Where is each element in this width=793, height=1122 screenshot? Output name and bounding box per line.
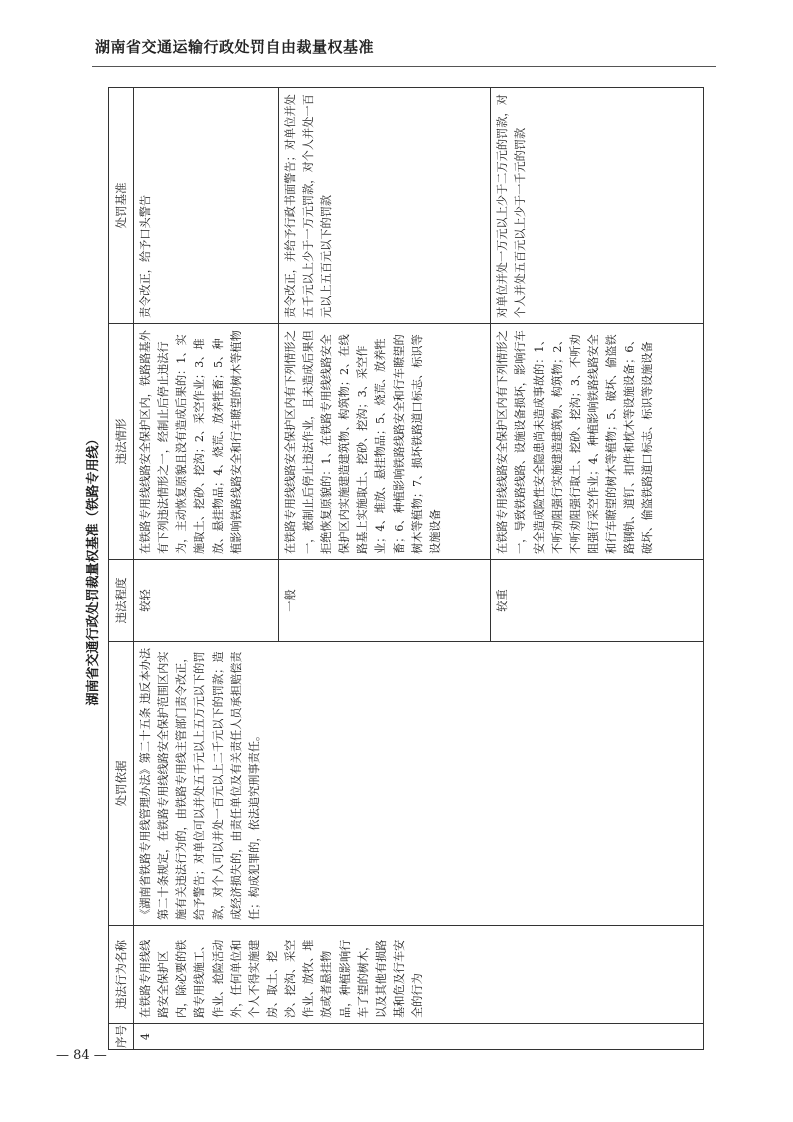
page-number: — 84 — [56, 1048, 107, 1063]
violation-name-cell: 在铁路专用线线路安全保护区内，除必要的铁路专用线施工、作业、抢险活动外，任何单位和个人不得实施建房、取土、挖沙、挖沟、采空作业、放牧、堆放或者悬挂物品，种植影响行车了望的树木，以及其他有损路基和危及行车安全的行为 [134, 926, 704, 1024]
penalty-standard-cell: 对单位并处一万元以上少于二万元的罚款，对个人并处五百元以上少于一千元的罚款 [491, 88, 704, 324]
degree-cell: 一般 [278, 560, 491, 642]
table-title: 湖南省交通行政处罚裁量权基准（铁路专用线） [86, 432, 101, 706]
degree-cell: 较轻 [134, 560, 279, 642]
penalty-standard-cell: 责令改正，给予口头警告 [134, 88, 279, 324]
seq-cell: 4 [134, 1024, 704, 1050]
col-header-seq: 序号 [109, 1024, 134, 1050]
penalty-standard-cell: 责令改正，并给予行政书面警告；对单位并处五千元以上少于一万元罚款，对个人并处一百元以上五百元以下的罚款 [278, 88, 491, 324]
table-header-row [109, 88, 134, 1050]
penalty-basis-cell: 《湖南省铁路专用线管理办法》第二十五条 违反本办法第二十条规定，在铁路专用线线路安全保护范围区内实施有关违法行为的，由铁路专用线主管部门责令改正，给予警告；对单位可以并处五千元以上五万元以下的罚款，对个人可以并处一百元以上二千元以下的罚款；造成经济损失的，由责任单位及有关责任人员承担赔偿责任；构成犯罪的，依法追究刑事责任。 [134, 642, 704, 926]
col-header-name: 违法行为名称 [109, 926, 134, 1024]
col-header-degree: 违法程度 [109, 560, 134, 642]
degree-cell: 较重 [491, 560, 704, 642]
situation-cell: 在铁路专用线线路安全保护区内有下列情形之一，导致铁路线路、设施设备损坏，影响行车安全造成险性安全隐患尚未造成事故的：1、不听劝阻强行实施建造建筑物、构筑物；2、不听劝阻强行取土、挖砂、挖沟；3、不听劝阻强行采空作业；4、种植影响铁路线路安全和行车瞭望的树木等植物；5、破坏、偷盗铁路钢轨、道钉、扣件和枕木等设施设备；6、破坏、偷盗铁路道口标志、标识等设施设备 [491, 324, 704, 560]
col-header-situation: 违法情形 [109, 324, 134, 560]
situation-cell: 在铁路专用线线路安全保护区内有下列情形之一，被制止后停止违法作业，且未造成后果但拒绝恢复原貌的：1、在铁路专用线线路安全保护区内实施建造建筑物、构筑物；2、在线路基上实施取土、挖砂、挖沟；3、采空作业；4、堆放、悬挂物品；5、烧荒、放养牲畜；6、种植影响铁路线路安全和行车瞭望的树木等植物；7、损坏铁路道口标志、标识等设施设备 [278, 324, 491, 560]
header-rule [92, 66, 716, 67]
running-header: 湖南省交通运输行政处罚自由裁量权基准 [95, 38, 375, 56]
table-row [134, 88, 279, 1050]
col-header-penalty: 处罚基准 [109, 88, 134, 324]
penalty-table [108, 87, 704, 1050]
col-header-basis: 处罚依据 [109, 642, 134, 926]
rotated-table-stage [80, 88, 706, 1050]
situation-cell: 在铁路专用线线路安全保护区内，铁路路基外有下列违法情形之一，经制止后停止违法行为，主动恢复原貌且没有造成后果的：1、实施取土、挖砂、挖沟；2、采空作业；3、堆放、悬挂物品；4、烧荒、放养牲畜；5、种植影响铁路线路安全和行车瞭望的树木等植物 [134, 324, 279, 560]
